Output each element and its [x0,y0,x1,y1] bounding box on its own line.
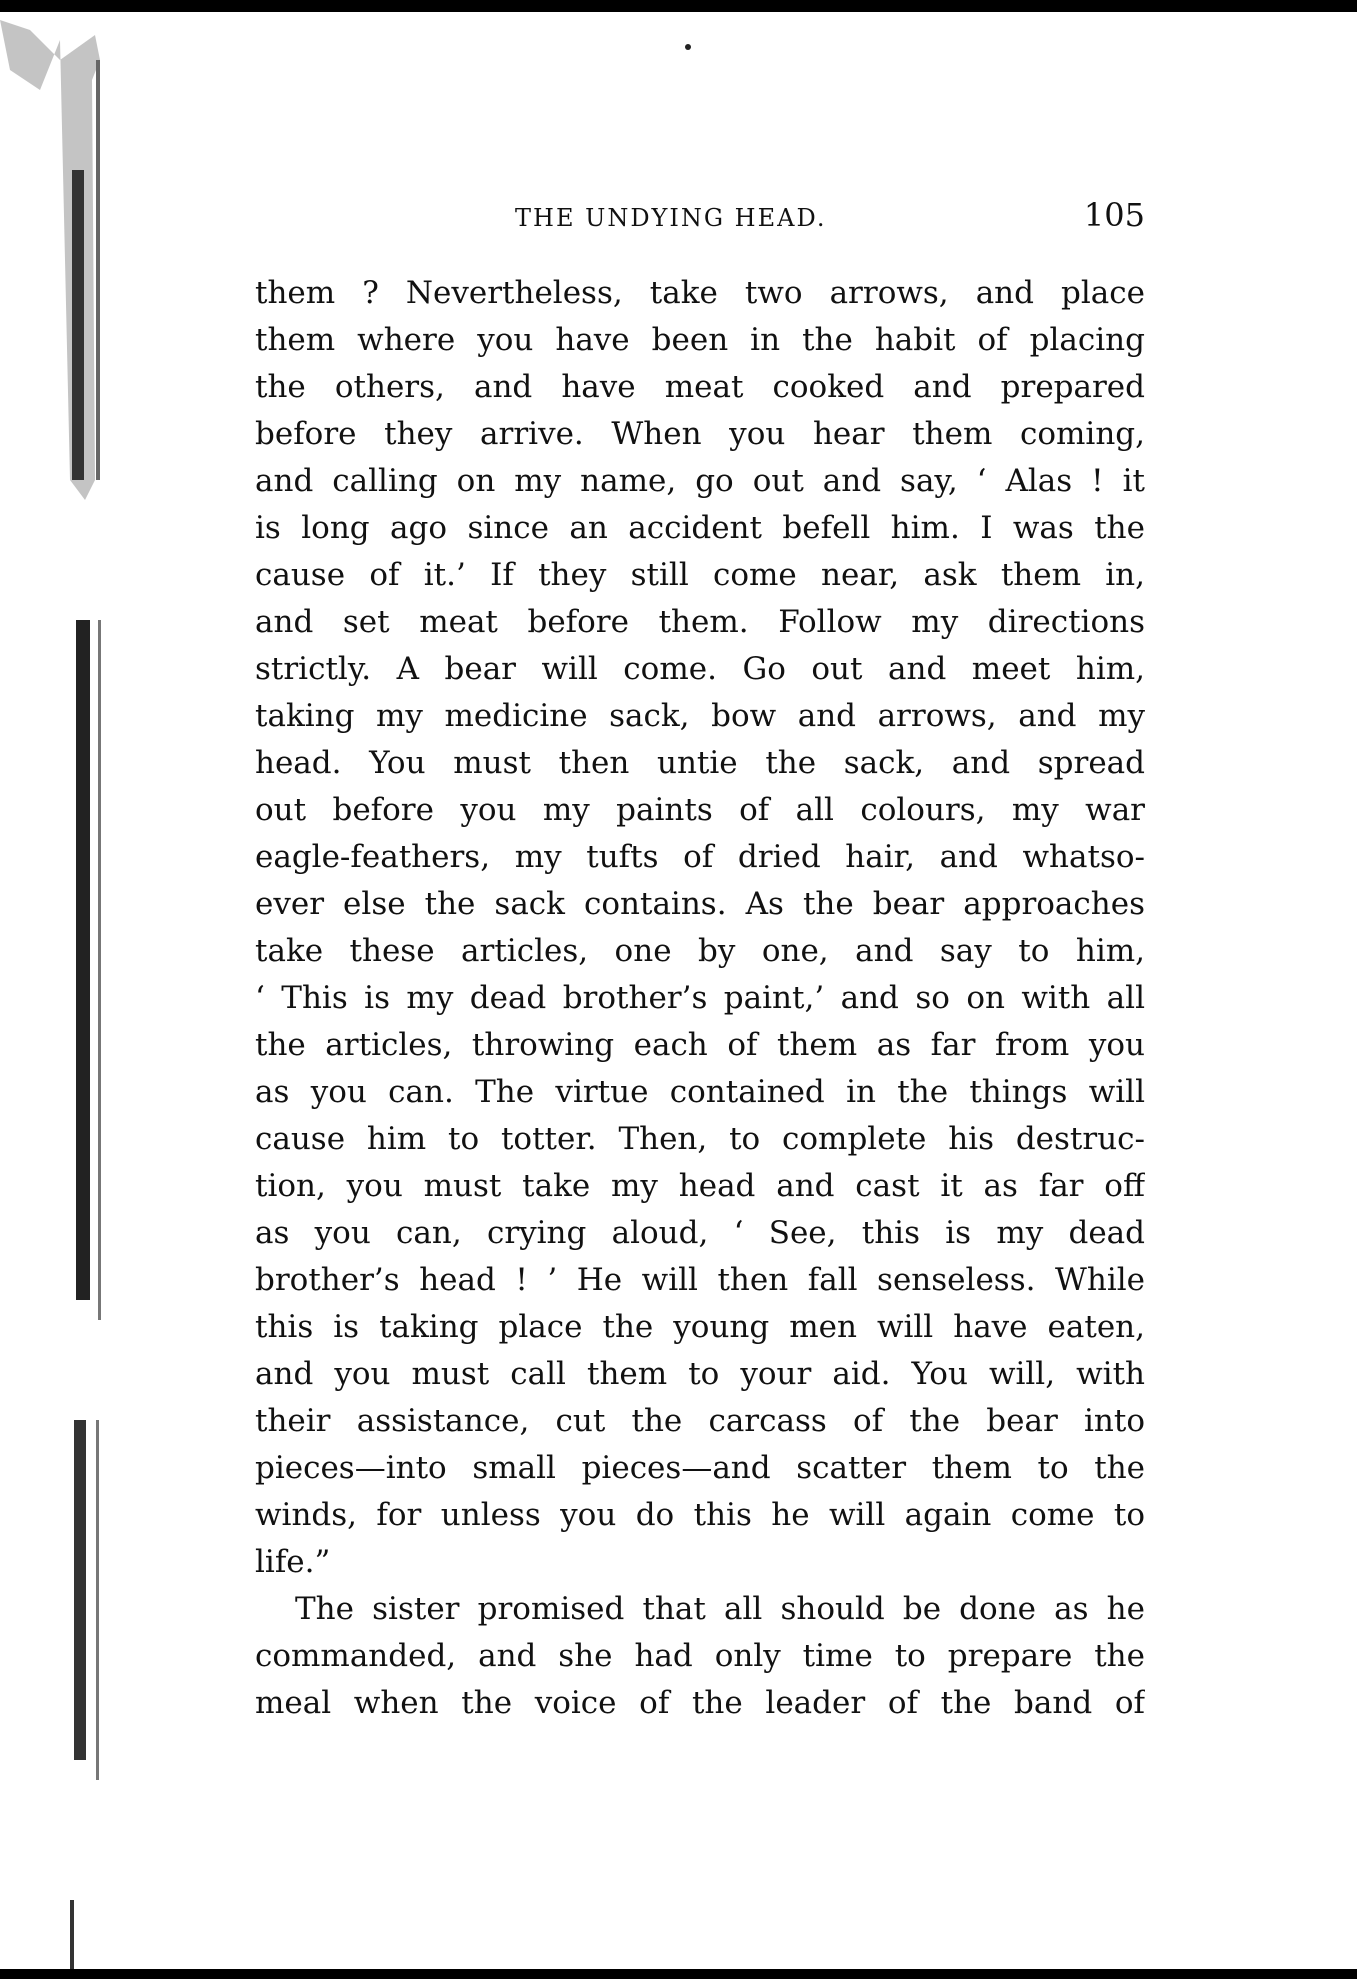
body-text [255,270,1145,1727]
page-header [255,196,1145,236]
scan-speck [685,44,691,50]
page-number: 105 [1083,196,1145,234]
text-line: the articles, throwing each of them as far from you [255,1027,1145,1063]
text-line: winds, for unless you do this he will again come to [255,1497,1145,1533]
text-line: strictly. A bear will come. Go out and meet him, [255,651,1145,687]
running-title: THE UNDYING HEAD. [515,204,827,232]
text-line: brother’s head ! ’ He will then fall senseless. While [255,1262,1145,1298]
text-line: meal when the voice of the leader of the band of [255,1685,1145,1721]
text-line: ‘ This is my dead brother’s paint,’ and so on with all [255,980,1145,1016]
scan-bottom-border [0,1969,1357,1979]
text-line: this is taking place the young men will have eaten, [255,1309,1145,1345]
text-line: cause him to totter. Then, to complete his destruc- [255,1121,1145,1157]
scan-top-border [0,0,1357,12]
text-line: and you must call them to your aid. You will, with [255,1356,1145,1392]
text-line: life.” [255,1544,331,1580]
text-line: and calling on my name, go out and say, ‘ Alas ! it [255,463,1145,499]
text-line: their assistance, cut the carcass of the bear into [255,1403,1145,1439]
text-line: ever else the sack contains. As the bear approaches [255,886,1145,922]
text-line: and set meat before them. Follow my directions [255,604,1145,640]
text-line: is long ago since an accident befell him. I was the [255,510,1145,546]
paragraph-2 [255,1586,1145,1727]
text-line: The sister promised that all should be done as he [295,1591,1145,1627]
text-line: the others, and have meat cooked and prepared [255,369,1145,405]
text-line: as you can, crying aloud, ‘ See, this is my dead [255,1215,1145,1251]
text-line: them where you have been in the habit of placing [255,322,1145,358]
text-line: as you can. The virtue contained in the things will [255,1074,1145,1110]
text-line: taking my medicine sack, bow and arrows, and my [255,698,1145,734]
text-line: out before you my paints of all colours, my war [255,792,1145,828]
text-line: commanded, and she had only time to prepare the [255,1638,1145,1674]
text-line: take these articles, one by one, and say to him, [255,933,1145,969]
paragraph-1 [255,270,1145,1586]
text-line: tion, you must take my head and cast it as far off [255,1168,1145,1204]
text-line: head. You must then untie the sack, and spread [255,745,1145,781]
text-line: cause of it.’ If they still come near, ask them in, [255,557,1145,593]
text-line: before they arrive. When you hear them coming, [255,416,1145,452]
text-line: them ? Nevertheless, take two arrows, and place [255,275,1145,311]
text-line: pieces—into small pieces—and scatter them to the [255,1450,1145,1486]
text-line: eagle-feathers, my tufts of dried hair, and whatso- [255,839,1145,875]
binding-edge [0,0,130,1979]
